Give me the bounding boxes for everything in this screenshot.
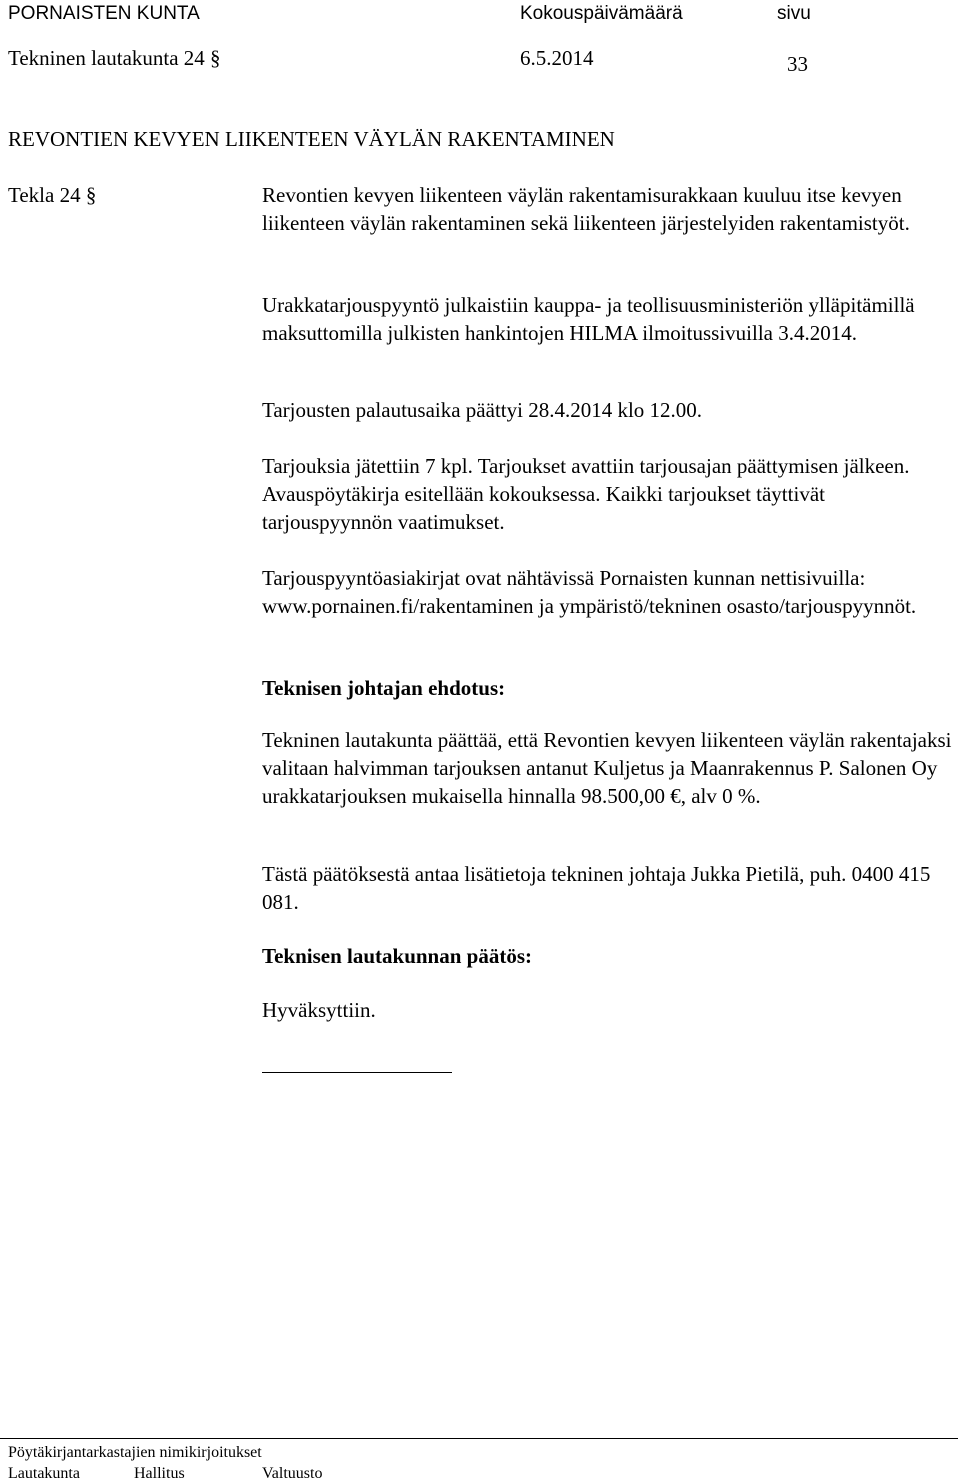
footer-divider <box>0 1438 958 1439</box>
paragraph-contact: Tästä päätöksestä antaa lisätietoja tekninen johtaja Jukka Pietilä, puh. 0400 415 081. <box>262 862 931 914</box>
footer-col-hallitus: Hallitus <box>134 1465 185 1482</box>
footer-col-valtuusto: Valtuusto <box>262 1465 323 1482</box>
meeting-date: 6.5.2014 <box>520 46 594 70</box>
page-label: sivu <box>777 3 811 24</box>
footer-col-lautakunta: Lautakunta <box>8 1465 80 1482</box>
paragraph-decision: Hyväksyttiin. <box>262 998 376 1022</box>
document-title: REVONTIEN KEVYEN LIIKENTEEN VÄYLÄN RAKENTAMINEN <box>8 127 615 151</box>
paragraph-scope: Revontien kevyen liikenteen väylän rakentamisurakkaan kuuluu itse kevyen liikenteen väylän rakentaminen sekä liikenteen järjestelyiden rakentamistyöt. <box>262 183 910 235</box>
paragraph-deadline: Tarjousten palautusaika päättyi 28.4.2014 klo 12.00. <box>262 398 703 422</box>
date-label: Kokouspäivämäärä <box>520 3 683 24</box>
signature-line <box>262 1072 452 1073</box>
footer-signatures-label: Pöytäkirjantarkastajien nimikirjoitukset <box>8 1444 262 1461</box>
section-reference: Tekla 24 § <box>8 183 97 207</box>
paragraph-proposal: Tekninen lautakunta päättää, että Revontien kevyen liikenteen väylän rakentajaksi valitaan halvimman tarjouksen antanut Kuljetus ja Maanrakennus P. Salonen Oy urakkatarjouksen mukaisella hinnalla 98.500,00 €, alv 0 %. <box>262 728 952 808</box>
heading-proposal: Teknisen johtajan ehdotus: <box>262 676 506 700</box>
paragraph-documents: Tarjouspyyntöasiakirjat ovat nähtävissä Pornaisten kunnan nettisivuilla: www.pornainen.fi/rakentaminen ja ympäristö/tekninen osasto/tarjouspyynnöt. <box>262 566 917 618</box>
paragraph-offers: Tarjouksia jätettiin 7 kpl. Tarjoukset avattiin tarjousajan päättymisen jälkeen. Avauspöytäkirja esitellään kokouksessa. Kaikki tarjoukset täyttivät tarjouspyynnön vaatimukset. <box>262 454 910 534</box>
organization-name: PORNAISTEN KUNTA <box>8 3 200 24</box>
paragraph-publication: Urakkatarjouspyyntö julkaistiin kauppa- ja teollisuusministeriön ylläpitämillä maksuttomilla julkisten hankintojen HILMA ilmoitussivuilla 3.4.2014. <box>262 293 915 345</box>
body-section-ref: Tekninen lautakunta 24 § <box>8 46 221 70</box>
page-number: 33 <box>787 52 808 76</box>
heading-decision: Teknisen lautakunnan päätös: <box>262 944 533 968</box>
